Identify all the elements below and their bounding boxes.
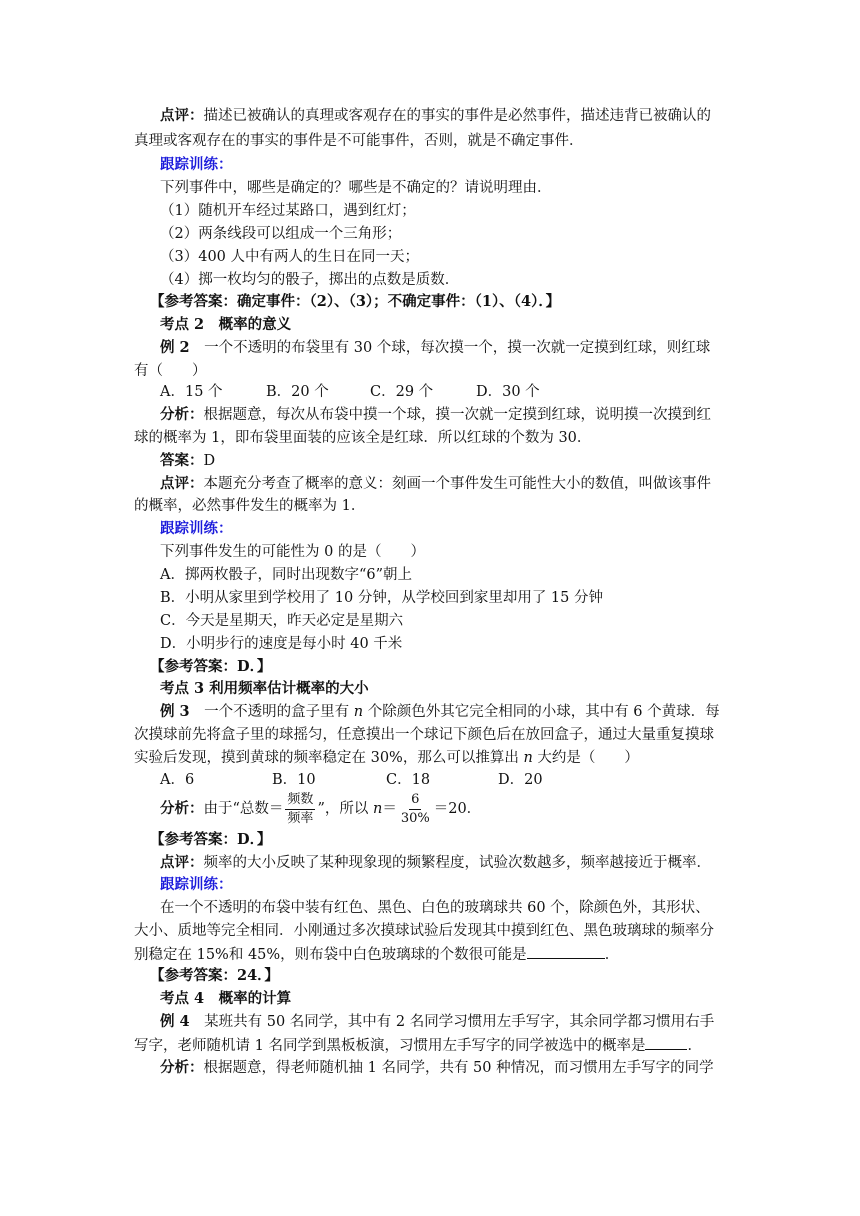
analysis-line: 分析：根据题意，得老师随机抽 1 名同学，共有 50 种情况，而习惯用左手写字的同学	[160, 1059, 714, 1076]
example-label: 例 4	[160, 1013, 190, 1030]
practice-heading: 跟踪训练：	[160, 156, 233, 173]
choice-c: C．18	[386, 772, 431, 788]
choice-d: D．30 个	[476, 384, 540, 400]
choice-b: B．10	[272, 772, 316, 788]
fraction-frequency-ratio: $\frac{\text{频数}}{\text{频率}}$	[287, 791, 314, 826]
question-item: D．小明步行的速度是每小时 40 千米	[160, 636, 403, 652]
choice-d: D．20	[498, 772, 543, 788]
comment-line: 点评：频率的大小反映了某种现象现的频繁程度，试验次数越多，频率越接近于概率．	[160, 854, 711, 871]
question-stem: 下列事件发生的可能性为 0 的是（ ）	[160, 544, 425, 560]
section-heading: 考点 4 概率的计算	[160, 990, 292, 1007]
reference-answer: 【参考答案：确定事件：（2）、（3）；不确定事件：（1）、（4）．】	[150, 293, 561, 310]
example-label: 例 2	[160, 339, 190, 356]
practice-heading: 跟踪训练：	[160, 520, 233, 537]
answer-label: 答案：	[160, 452, 204, 469]
example-line: 例 4 某班共有 50 名同学，其中有 2 名同学习惯用左手写字，其余同学都习惯用右手	[160, 1013, 715, 1030]
section-heading: 考点 2 概率的意义	[160, 316, 292, 333]
analysis-label: 分析：	[160, 800, 204, 817]
comment-label: 点评：	[160, 107, 204, 124]
choice-b: B．20 个	[266, 384, 329, 400]
text-line: 的概率，必然事件发生的概率为 1．	[134, 498, 366, 514]
answer-blank	[645, 1035, 687, 1050]
text-line: 真理或客观存在的事实的事件是不可能事件，否则，就是不确定事件．	[134, 133, 584, 149]
variable-n: n	[372, 801, 383, 817]
reference-answer: 【参考答案：24．】	[150, 967, 279, 984]
question-line: 在一个不透明的布袋中装有红色、黑色、白色的玻璃球共 60 个，除颜色外，其形状、	[160, 900, 710, 916]
example-label: 例 3	[160, 703, 190, 720]
choice-row	[160, 382, 540, 402]
variable-n: n	[523, 750, 533, 766]
comment-line: 点评：本题充分考查了概率的意义：刻画一个事件发生可能性大小的数值，叫做该事件	[160, 475, 711, 492]
text-line: 次摸球前先将盒子里的球摇匀，任意摸出一个球记下颜色后在放回盒子，通过大量重复摸球	[134, 727, 714, 743]
practice-heading: 跟踪训练：	[160, 876, 233, 893]
comment-label: 点评：	[160, 854, 204, 871]
text-line: 实验后发现，摸到黄球的频率稳定在 30%，那么可以推算出 n 大约是（ ）	[134, 750, 639, 766]
analysis-label: 分析：	[160, 1059, 204, 1076]
fraction-six-over-thirty: $\frac{6}{30\%}$	[400, 791, 430, 826]
answer-blank	[527, 944, 605, 959]
variable-n: n	[353, 704, 364, 720]
analysis-line: 分析：根据题意，每次从布袋中摸一个球，摸一次就一定摸到红球，说明摸一次摸到红	[160, 406, 711, 423]
section-heading: 考点 3 利用频率估计概率的大小	[160, 680, 369, 697]
text-line: 写字，老师随机请 1 名同学到黑板板演，习惯用左手写字的同学被选中的概率是 ．	[134, 1035, 702, 1056]
text-line: 有（ ）	[134, 363, 207, 379]
answer-line: 答案：D	[160, 452, 216, 469]
choice-a: A．6	[160, 772, 195, 788]
question-item: B．小明从家里到学校用了 10 分钟，从学校回到家里却用了 15 分钟	[160, 590, 603, 606]
question-item: （4）掷一枚均匀的骰子，掷出的点数是质数．	[160, 272, 460, 288]
text-line: 别稳定在 15%和 45%，则布袋中白色玻璃球的个数很可能是 ．	[134, 944, 619, 965]
comment-line: 点评：描述已被确认的真理或客观存在的事实的事件是必然事件，描述违背已被确认的	[160, 107, 711, 124]
question-item: （2）两条线段可以组成一个三角形；	[160, 226, 402, 242]
question-item: （1）随机开车经过某路口，遇到红灯；	[160, 203, 416, 219]
text-line: 球的概率为 1，即布袋里面装的应该全是红球．所以红球的个数为 30．	[134, 430, 592, 446]
question-item: （3）400 人中有两人的生日在同一天；	[160, 249, 420, 265]
comment-label: 点评：	[160, 475, 204, 492]
text-line: 大小、质地等完全相同．小刚通过多次摸球试验后发现其中摸到红色、黑色玻璃球的频率分	[134, 923, 714, 939]
analysis-label: 分析：	[160, 406, 204, 423]
analysis-formula-line: 分析：由于“总数＝ $\frac{\text{频数}}{\text{频率}}$ ”，所以 n＝ $\frac{6}{30\%}$ ＝20．	[160, 791, 482, 826]
choice-c: C．29 个	[370, 384, 434, 400]
reference-answer: 【参考答案：D．】	[150, 831, 272, 848]
choice-a: A．15 个	[160, 384, 223, 400]
reference-answer: 【参考答案：D．】	[150, 658, 272, 675]
question-stem: 下列事件中，哪些是确定的？哪些是不确定的？请说明理由．	[160, 180, 552, 196]
example-line: 例 3 一个不透明的盒子里有 n 个除颜色外其它完全相同的小球，其中有 6 个黄球．每	[160, 703, 720, 720]
question-item: C．今天是星期天，昨天必定是星期六	[160, 613, 404, 629]
example-line: 例 2 一个不透明的布袋里有 30 个球，每次摸一个，摸一次就一定摸到红球，则红球	[160, 339, 711, 356]
question-item: A．掷两枚骰子，同时出现数字“6”朝上	[160, 567, 413, 583]
